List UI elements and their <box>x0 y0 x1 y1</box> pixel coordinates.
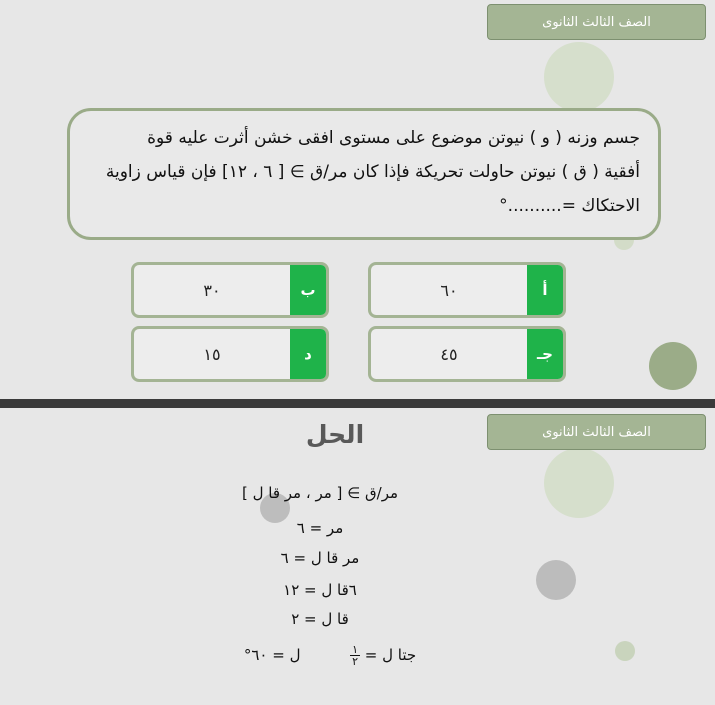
solution-line: مر = ٦ <box>296 519 344 537</box>
solution-line: مر قا ل = ٦ <box>280 549 360 567</box>
solution-line: قا ل = ٢ <box>291 610 349 628</box>
option-b-key: ب <box>290 265 326 315</box>
cos-label: جتا ل = <box>364 646 417 664</box>
option-b[interactable] <box>131 262 329 318</box>
option-c-key: جـ <box>527 329 563 379</box>
solution-slide <box>0 408 715 705</box>
option-d-key: د <box>290 329 326 379</box>
decor-circle <box>649 342 697 390</box>
solution-line: مر/ق ∋ [ مر ، مر قا ل ] <box>241 484 399 502</box>
grade-badge: الصف الثالث الثانوى <box>487 414 706 450</box>
option-c[interactable] <box>368 326 566 382</box>
option-a-value: ٦٠ <box>440 280 458 300</box>
decor-circle <box>536 560 576 600</box>
question-line: جسم وزنه ( و ) نيوتن موضوع على مستوى افقى خشن أثرت عليه قوة <box>147 128 640 148</box>
decor-circle <box>544 42 614 112</box>
question-line: الاحتكاك =..........° <box>499 196 640 216</box>
decor-circle <box>544 448 614 518</box>
option-a-key: أ <box>527 265 563 315</box>
fraction <box>350 644 360 667</box>
question-line: أفقية ( ق ) نيوتن حاولت تحريكة فإذا كان مر/ق ∋ [ ٦ ، ١٢] فإن قياس زاوية <box>105 162 640 182</box>
grade-badge: الصف الثالث الثانوى <box>487 4 706 40</box>
option-d[interactable] <box>131 326 329 382</box>
fraction-numerator: ١ <box>352 643 358 656</box>
angle-result: ل = ٦٠° <box>243 646 301 664</box>
solution-final-line <box>230 644 430 667</box>
solution-title: الحل <box>305 420 365 449</box>
fraction-denominator: ٢ <box>352 655 358 668</box>
option-d-value: ١٥ <box>203 344 221 364</box>
option-b-value: ٣٠ <box>203 280 221 300</box>
solution-line: ٦قا ل = ١٢ <box>283 581 357 599</box>
question-text <box>67 108 661 240</box>
option-c-value: ٤٥ <box>440 344 458 364</box>
option-a[interactable] <box>368 262 566 318</box>
decor-circle <box>615 641 635 661</box>
